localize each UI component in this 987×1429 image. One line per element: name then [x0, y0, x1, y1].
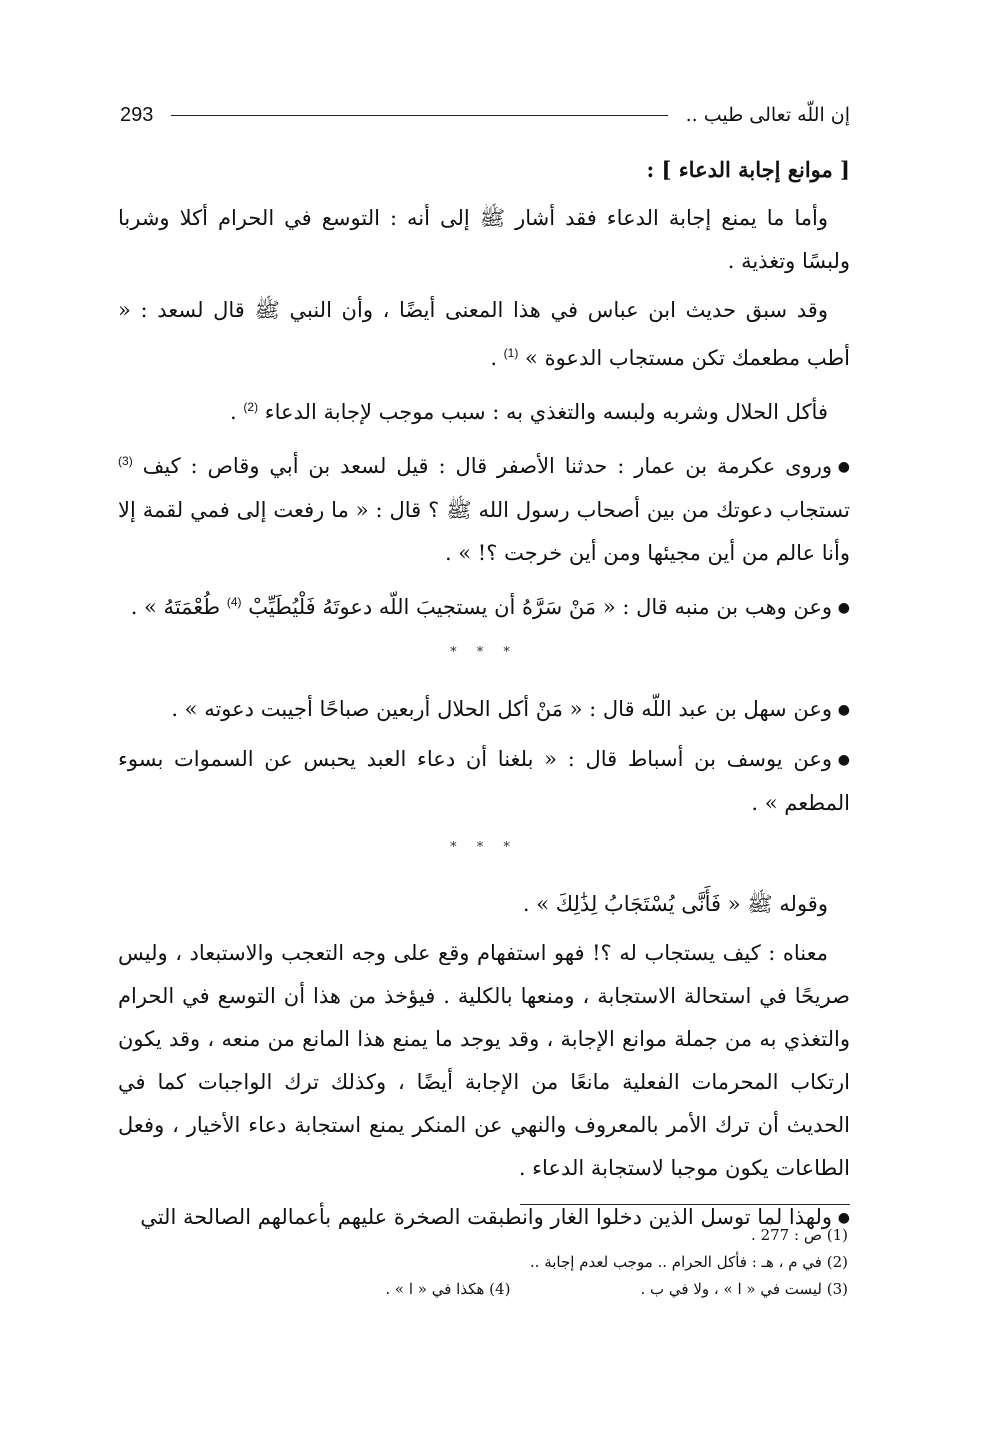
paragraph-1: وأما ما يمنع إجابة الدعاء فقد أشار ﷺ إلى أنه : التوسع في الحرام أكلا وشربا ولبسًا وتغذية . — [118, 206, 850, 273]
body-text — [118, 148, 850, 1246]
footnote-ref-3: (3) — [118, 454, 133, 468]
bullet-icon: ● — [837, 752, 850, 768]
footnote-ref-1: (1) — [503, 346, 519, 360]
paragraph-2 — [118, 289, 850, 380]
bullet-icon: ● — [837, 459, 850, 475]
paragraph-2-text: وقد سبق حديث ابن عباس في هذا المعنى أيضًا ، وأن النبي ﷺ قال لسعد : « أطب مطعمك تكن مستجاب الدعوة » — [118, 298, 850, 370]
page-header — [120, 100, 850, 130]
paragraph-3-text: فأكل الحلال وشربه ولبسه والتغذي به : سبب موجب لإجابة الدعاء — [264, 400, 828, 424]
footnote-row — [118, 1249, 848, 1276]
paragraph-5 — [118, 581, 850, 630]
paragraph-5-text-a: وعن وهب بن منبه قال : « مَنْ سَرَّهُ أن يستجيبَ اللّه دعوتَهُ فَلْيُطَيِّبْ — [248, 595, 832, 619]
footnote-3: (3) ليست في « ا » ، ولا في ب . — [640, 1280, 848, 1298]
paragraph-3-end: . — [230, 400, 244, 424]
paragraph-2-end: . — [490, 346, 504, 370]
section-heading: [ موانع إجابة الدعاء ] : — [646, 157, 850, 182]
paragraph-6 — [118, 688, 850, 732]
section-separator: * * * — [450, 840, 518, 855]
paragraph-8: وقوله ﷺ « فَأَنَّى يُسْتَجَابُ لِذَٰلِكَ » . — [522, 892, 828, 916]
paragraph-4-text-b: تستجاب دعوتك من بين أصحاب رسول الله ﷺ ؟ قال : « ما رفعت إلى فمي لقمة إلا وأنا عالم من أين مجيئها ومن أين خرجت ؟! » . — [118, 498, 850, 565]
section-separator: * * * — [450, 645, 518, 660]
footnotes — [118, 1222, 848, 1303]
paragraph-5-text-b: طُعْمَتَهُ » . — [130, 595, 227, 619]
footnote-1: (1) ص : 277 . — [751, 1226, 848, 1244]
paragraph-7-text: وعن يوسف بن أسباط قال : « بلغنا أن دعاء العبد يحبس عن السموات بسوء المطعم » . — [118, 747, 850, 815]
paragraph-4 — [118, 440, 850, 575]
footnote-ref-2: (2) — [243, 400, 259, 414]
paragraph-3 — [118, 386, 850, 434]
bullet-icon: ● — [837, 702, 850, 718]
bullet-icon: ● — [837, 1210, 850, 1226]
footnote-ref-4: (4) — [226, 595, 242, 609]
paragraph-4-text-a: وروى عكرمة بن عمار : حدثنا الأصفر قال : قيل لسعد بن أبي وقاص : كيف — [142, 454, 832, 478]
footnote-rule — [520, 1204, 850, 1205]
running-title: إن اللّه تعالى طيب .. — [685, 104, 850, 126]
paragraph-9: معناه : كيف يستجاب له ؟! فهو استفهام وقع على وجه التعجب والاستبعاد ، وليس صريحًا في استحالة الاستجابة ، ومنعها بالكلية . فيؤخذ من هذا أن التوسع في الحرام والتغذي به من جملة موانع الإجابة ، وقد يوجد ما يمنع هذا المانع من منعه ، وقد يكون ارتكاب المحرمات الفعلية مانعًا من الإجابة أيضًا ، وكذلك ترك الواجبات كما في الحديث أن ترك الأمر بالمعروف والنهي عن المنكر يمنع استجابة دعاء الأخيار ، وفعل الطاعات يكون موجبا لاستجابة الدعاء . — [118, 941, 850, 1180]
footnote-row — [118, 1276, 848, 1303]
footnote-4: (4) هكذا في « ا » . — [385, 1280, 511, 1298]
paragraph-10-text: ولهذا لما توسل الذين دخلوا الغار وانطبقت الصخرة عليهم بأعمالهم الصالحة التي — [140, 1205, 832, 1229]
bullet-icon: ● — [837, 600, 850, 616]
footnote-row — [118, 1222, 848, 1249]
paragraph-6-text: وعن سهل بن عبد اللّه قال : « مَنْ أكل الحلال أربعين صباحًا أجيبت دعوته » . — [171, 697, 832, 721]
page-number: 293 — [120, 103, 154, 126]
paragraph-7 — [118, 738, 850, 825]
footnote-2: (2) في م ، هـ : فأكل الحرام .. موجب لعدم إجابة .. — [529, 1253, 848, 1271]
header-rule — [171, 115, 667, 116]
